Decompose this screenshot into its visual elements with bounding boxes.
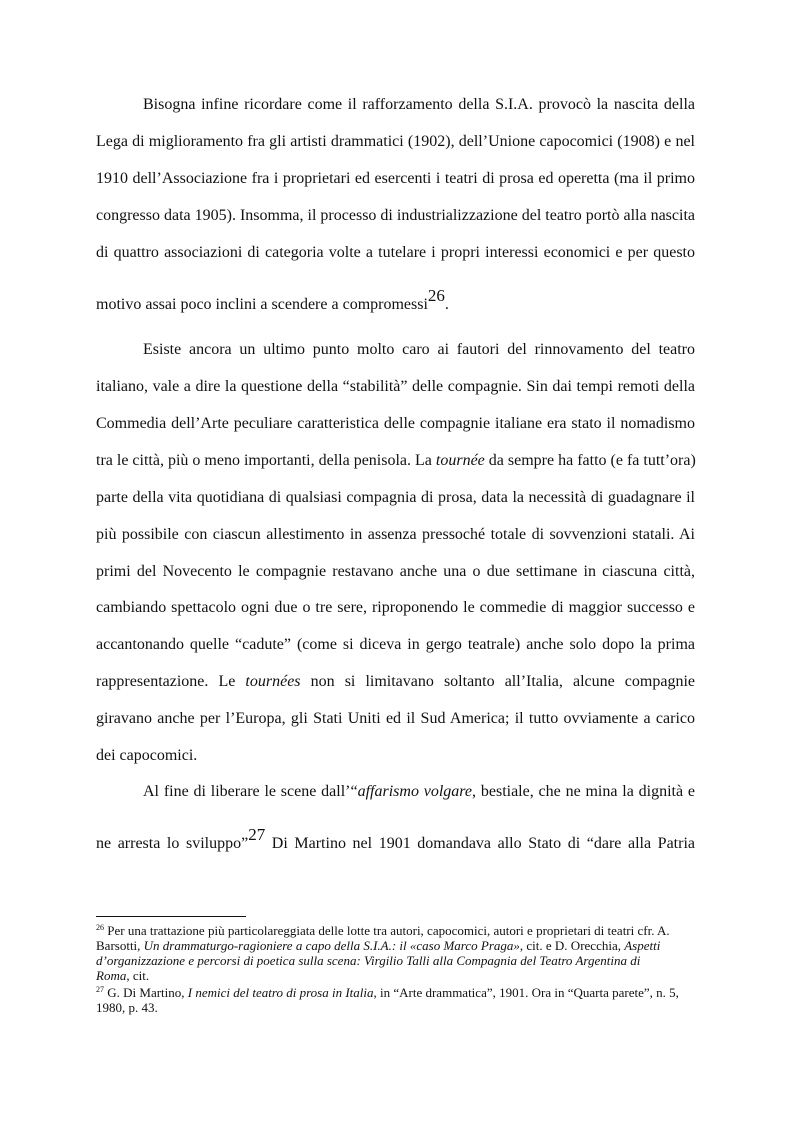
p2-line-10-post: non si limitavano soltanto all’Italia, alcune compagnie [300,673,695,690]
p1-last-tail: . [444,296,449,313]
p1-line-2: Lega di miglioramento fra gli artisti drammatici (1902), dell’Unione capocomici (1908) e nel [96,133,695,150]
p2-tournees-italic: tournées [245,673,301,690]
p2-line-1: Esiste ancora un ultimo punto molto caro ai fautori del rinnovamento del teatro [143,341,695,358]
footnote-ref-27[interactable]: 27 [248,825,266,844]
p2-line-11: giravano anche per l’Europa, gli Stati Uniti ed il Sud America; il tutto ovviamente a carico [96,710,695,727]
p3-affarismo-italic: affarismo volgare [357,783,473,800]
p2-tournee-italic: tournée [435,452,485,469]
p2-line-9: accantonando quelle “cadute” (come si diceva in gergo teatrale) anche solo dopo la prima [96,636,695,653]
p2-line-8: cambiando spettacolo ogni due o tre sere, riproponendo le commedie di maggior successo e [96,599,695,616]
footnote-26-text-4: , cit. [126,968,150,983]
footnote-27-number: 27 [96,985,104,994]
p3-line-1-pre: Al fine di liberare le scene dall’“ [143,783,358,800]
p3-line-2-post: Di Martino nel 1901 domandava allo Stato di “dare alla Patria [265,835,696,852]
p2-line-7: primi del Novecento le compagnie restavano anche una o due settimane in ciascuna città, [96,563,695,580]
p3-line-1-post: , bestiale, che ne mina la dignità e [472,783,696,800]
p2-line-5: parte della vita quotidiana di qualsiasi compagnia di prosa, data la necessità di guadagnare il [96,489,695,506]
footnote-26-number: 26 [96,923,104,932]
p1-line-5: di quattro associazioni di categoria volte a tutelare i propri interessi economici e per questo [96,244,695,261]
p3-line-2 [96,825,696,854]
footnote-26-line-3 [96,953,695,968]
footnote-separator [96,916,246,917]
footnote-26-title-1: Un drammaturgo-ragioniere a capo della S.I.A.: il «caso Marco Praga» [143,938,520,953]
footnote-26-title-2b: d’organizzazione e percorsi di poetica sulla scena: Virgilio Talli alla Compagnia del Teatro Argentina di [96,953,641,968]
p2-line-10-pre: rappresentazione. Le [96,673,246,690]
footnote-26-line-4 [96,968,695,983]
footnote-26-line-2 [96,938,695,953]
p2-line-3: Commedia dell’Arte peculiare caratteristica delle compagnie italiane era stato il nomadismo [96,415,695,432]
footnote-27-text-1b: , in “Arte drammatica”, 1901. Ora in “Quarta parete”, n. 5, [373,985,679,1000]
p2-line-2: italiano, vale a dire la questione della “stabilità” delle compagnie. Sin dai tempi remoti della [96,378,695,395]
p2-line-4 [96,451,695,471]
footnote-26-text-1: Per una trattazione più particolareggiata delle lotte tra autori, capocomici, autori e proprietari di teatri cfr. A. [104,923,670,938]
p1-line-4: congresso data 1905). Insomma, il processo di industrializzazione del teatro portò alla nascita [96,207,695,224]
p1-last-text: motivo assai poco inclini a scendere a compromessi [96,296,428,313]
footnote-26-text-2a: Barsotti, [96,938,144,953]
footnote-27-title: I nemici del teatro di prosa in Italia [187,985,374,1000]
footnote-27-line-1 [96,985,695,1000]
p2-line-10 [96,672,695,692]
footnote-27-line-2: 1980, p. 43. [96,1000,158,1015]
p2-line-6: più possibile con ciascun allestimento in assenza pressoché totale di sovvenzioni statali. Ai [96,526,695,543]
footnote-26-title-2c: Roma [96,968,127,983]
footnote-26-text-2b: , cit. e D. Orecchia, [519,938,625,953]
p2-line-4-post: da sempre ha fatto (e fa tutt’ora) [484,452,696,469]
p2-line-4-pre: tra le città, più o meno importanti, della penisola. La [96,452,436,469]
p3-line-1 [143,782,695,802]
footnote-26-line-1 [96,923,695,938]
footnote-27-text-1a: G. Di Martino, [104,985,188,1000]
footnote-26-title-2a: Aspetti [624,938,661,953]
footnote-ref-26[interactable]: 26 [427,286,445,305]
p2-line-12: dei capocomici. [96,747,198,764]
p1-line-3: 1910 dell’Associazione fra i proprietari ed esercenti i teatri di prosa ed operetta (ma il primo [96,170,695,187]
p3-line-2-pre: ne arresta lo sviluppo” [96,835,249,852]
p1-line-1: Bisogna infine ricordare come il rafforzamento della S.I.A. provocò la nascita della [143,96,695,113]
p1-line-6 [96,286,695,315]
